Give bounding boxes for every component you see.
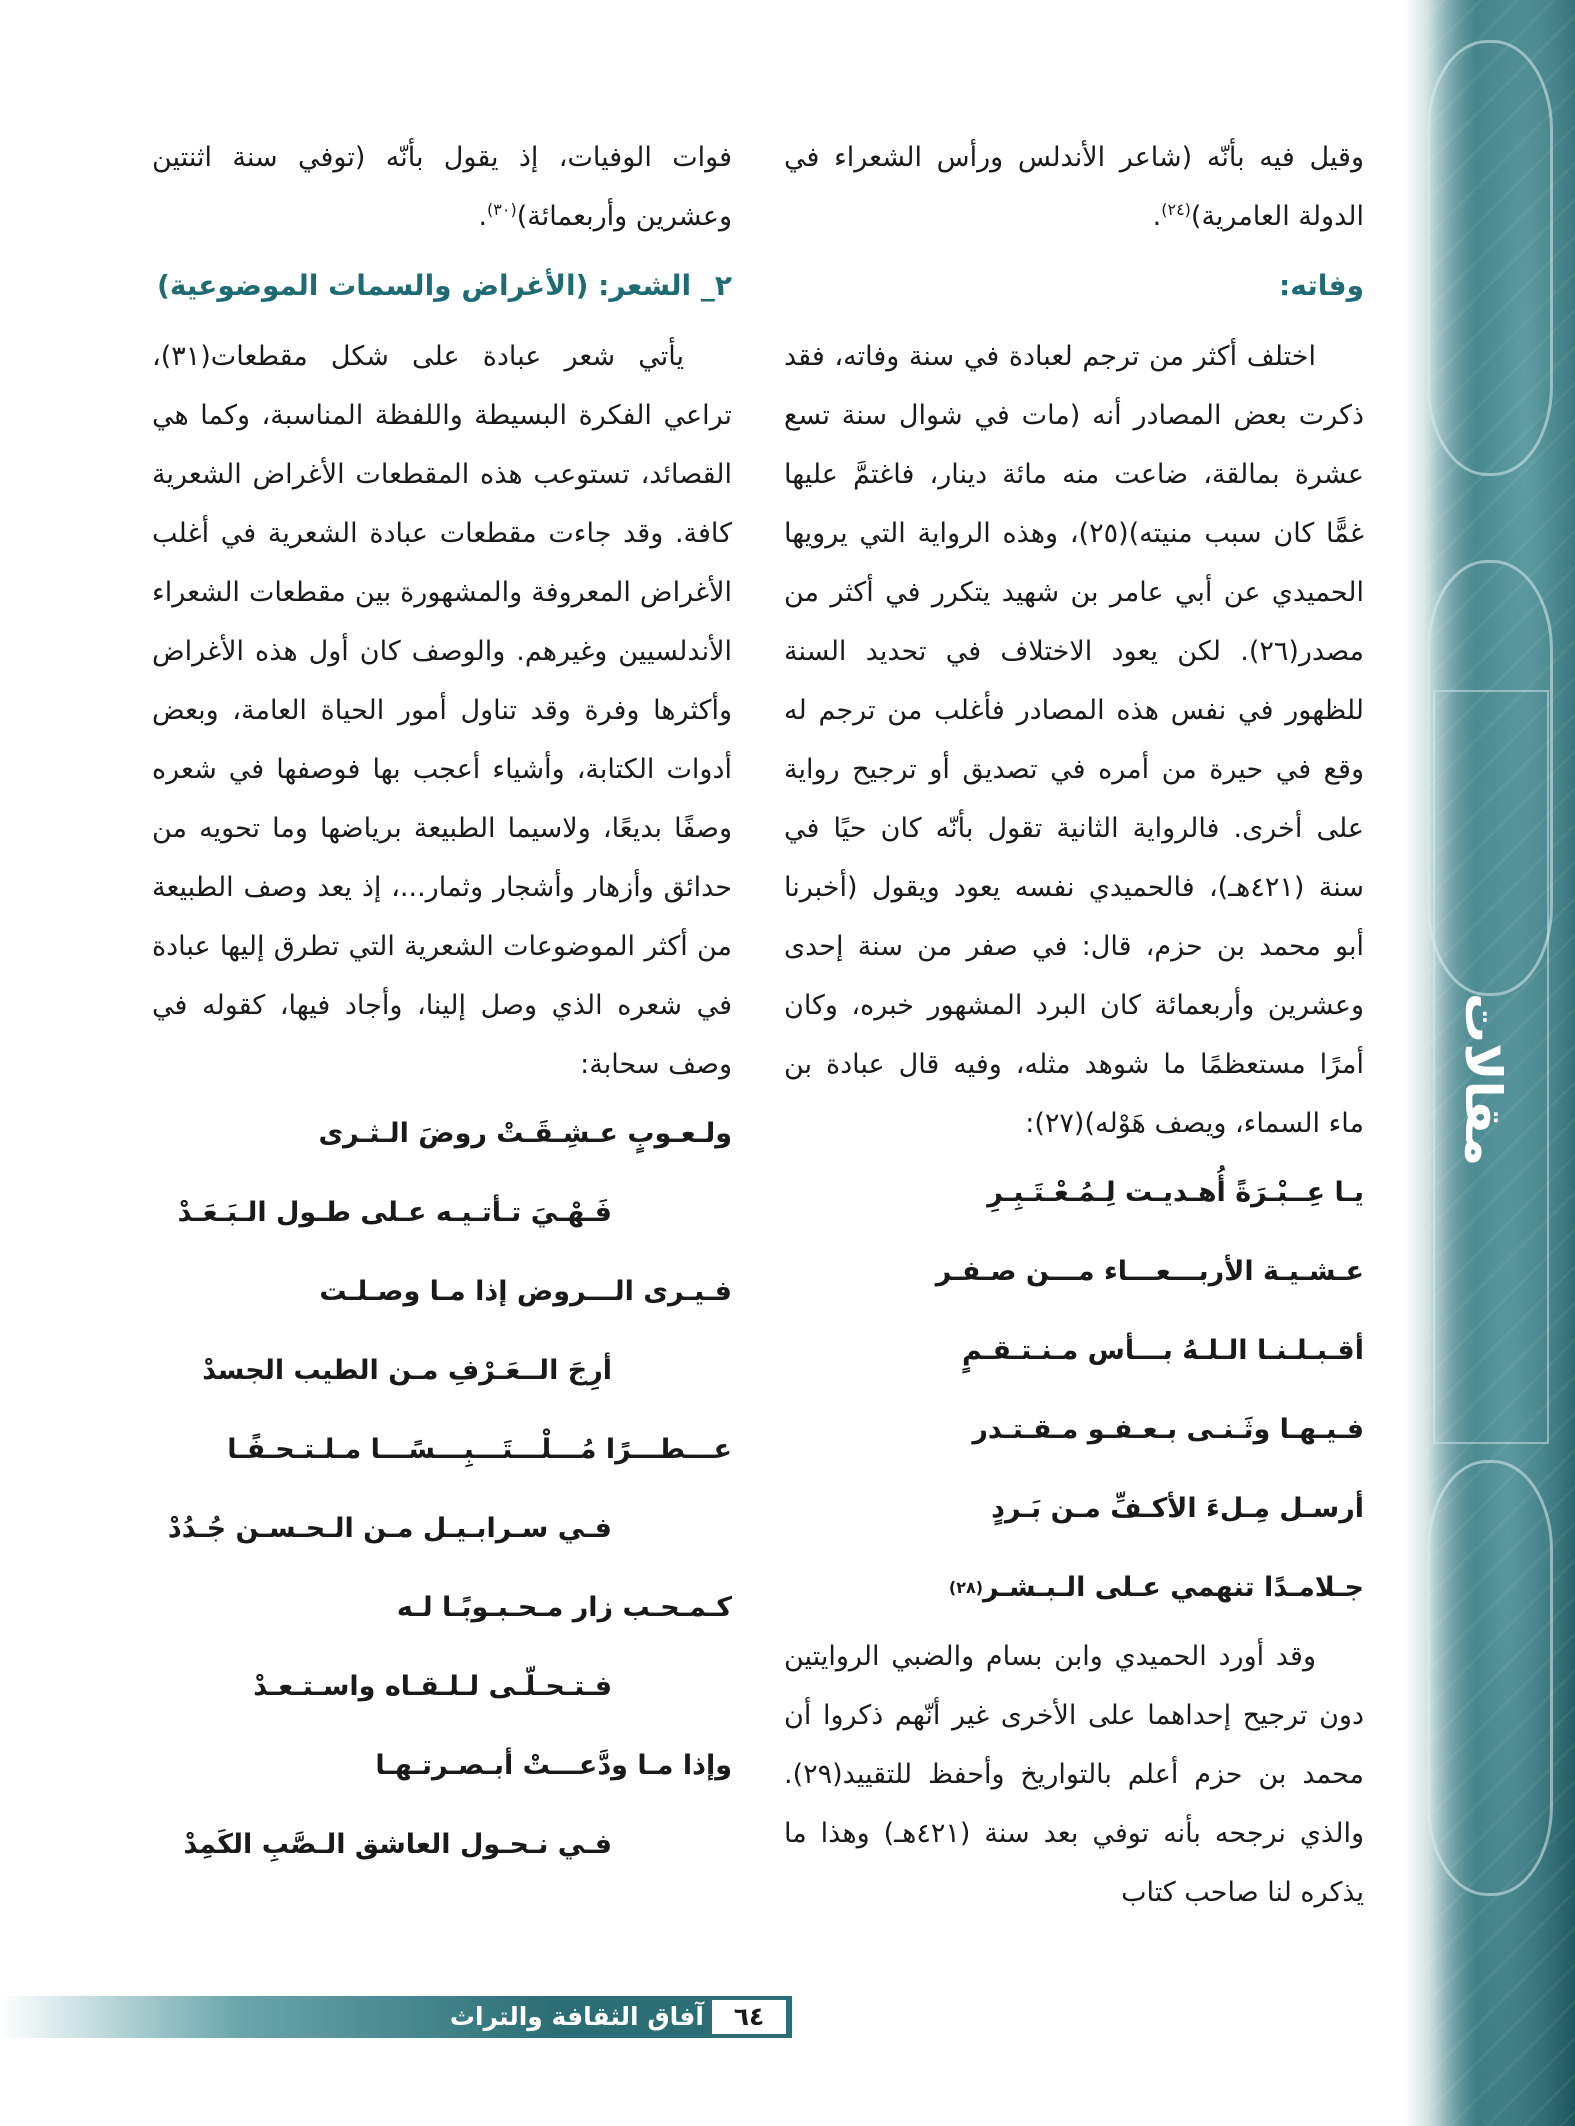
verse-line: فَـهْـيَ تـأتـيـه عـلى طـول الـبَـعَـدْ	[177, 1196, 612, 1228]
verse-line: عـــطـــرًا مُـــلْـــتَـــبِـــسًـــا مـلـتـحـفًـا	[227, 1433, 732, 1465]
footnote-ref-30: (٣٠)	[487, 200, 517, 219]
verse-line: فـي نـحـول العاشق الـصَّبِ الكَمِدْ	[183, 1828, 612, 1860]
right-paragraph-2: وقد أورد الحميدي وابن بسام والضبي الروايتين دون ترجيح إحداهما على الأخرى غير أنّهم ذكروا أن محمد بن حزم أعلم بالتواريخ وأحفظ للتقييد(٢٩). والذي نرجحه بأنه توفي بعد سنة (٤٢١هـ) وهذا ما يذكره لنا صاحب كتاب	[784, 1641, 1364, 1908]
verse-line: وإذا مـا ودَّعـــتْ أبـصـرتـهـا	[375, 1749, 732, 1781]
verse-line: أرِجَ الــعَـرْفِ مـن الطيب الجسدْ	[202, 1354, 612, 1386]
ornament-arch-top	[1427, 40, 1553, 476]
right-paragraph-1: اختلف أكثر من ترجم لعبادة في سنة وفاته، فقد ذكرت بعض المصادر أنه (مات في شوال سنة تسع عشرة بمالقة، ضاعت منه مائة دينار، فاغتمَّ عليها غمًّا كان سبب منيته)(٢٥)، وهذه الرواية التي يرويها الحميدي عن أبي عامر بن شهيد يتكرر في أكثر من مصدر(٢٦). لكن يعود الاختلاف في تحديد السنة للظهور في نفس هذه المصادر فأغلب من ترجم له وقع في حيرة من أمره في تصديق أو ترجيح رواية على أخرى. فالرواية الثانية تقول بأنّه كان حيًا في سنة (٤٢١هـ)، فالحميدي نفسه يعود ويقول (أخبرنا أبو محمد بن حزم، قال: في صفر من سنة إحدى وعشرين وأربعمائة كان البرد المشهور خبره، وكان أمرًا مستعظمًا ما شوهد مثله، وفيه قال عبادة بن ماء السماء، ويصف هَوْله)(٢٧):	[784, 341, 1365, 1139]
magazine-title: آفاق الثقافة والتراث	[449, 2002, 704, 2031]
left-paragraph-1: يأتي شعر عبادة على شكل مقطعات(٣١)، تراعي الفكرة البسيطة واللفظة المناسبة، وكما هي القصائد، تستوعب هذه المقطعات الأغراض الشعرية كافة. وقد جاءت مقطعات عبادة الشعرية في أغلب الأغراض المعروفة والمشهورة بين مقطعات الشعراء الأندلسيين وغيرهم. والوصف كان أول هذه الأغراض وأكثرها وفرة وقد تناول أمور الحياة العامة، وبعض أدوات الكتابة، وأشياء أعجب بها فوصفها في شعره وصفًا بديعًا، ولاسيما الطبيعة برياضها وما تحويه من حدائق وأزهار وأشجار وثمار...، إذ يعد وصف الطبيعة من أكثر الموضوعات الشعرية التي تطرق إليها عبادة في شعره الذي وصل إلينا، وأجاد فيها، كقوله في وصف سحابة:	[152, 341, 732, 1080]
left-intro: فوات الوفيات، إذ يقول بأنّه (توفي سنة اثنتين وعشرين وأربعمائة)$^{(٣٠)}$.	[152, 142, 732, 232]
page-number: ٦٤	[712, 2000, 786, 2034]
right-intro-text: وقيل فيه بأنّه (شاعر الأندلس ورأس الشعراء في الدولة العامرية)	[784, 142, 1364, 232]
verse-line: عـشـيـة الأربـــعـــاء مـــن صـفـر	[935, 1255, 1364, 1287]
decorative-side-band	[1405, 0, 1575, 2126]
left-intro-text: فوات الوفيات، إذ يقول بأنّه (توفي سنة اثنتين وعشرين وأربعمائة)	[152, 142, 732, 232]
verse-line: فـي سـرابـيـل مـن الـحـسـن جُـدُدْ	[167, 1512, 612, 1544]
section-label: مقالات	[1454, 993, 1512, 1167]
heading-poetry: ٢_ الشعر: (الأغراض والسمات الموضوعية)	[157, 269, 732, 302]
verse-line: كـمـحـب زار مـحـبـوبًـا لـه	[396, 1591, 732, 1623]
verse-line: يـا عِــبْـرَةً أُهـديـت لِـمُـعْـتَـبِـرِ	[987, 1176, 1364, 1208]
footnote-ref-24: (٢٤)	[1161, 200, 1191, 219]
verse-line: أرسـل مِـلءَ الأكـفِّ مـن بَـردٍ	[991, 1492, 1364, 1524]
heading-death: وفاته:	[1279, 269, 1364, 302]
verse-line: فـيـهـا وثَـنـى بـعـفـو مـقـتـدر	[972, 1413, 1364, 1445]
right-column	[784, 128, 1364, 1922]
right-intro: وقيل فيه بأنّه (شاعر الأندلس ورأس الشعراء في الدولة العامرية)$^{(٢٤)}$.	[784, 142, 1364, 232]
verse-line-last-text: جـلامـدًا تنهمي عـلى الـبـشـر	[983, 1571, 1364, 1603]
verse-line: فـيـرى الـــروض إذا مـا وصـلـت	[319, 1275, 732, 1307]
ornament-arch-bottom	[1427, 1460, 1553, 1896]
verse-line: فـتـحـلّـى لـلـقـاه واسـتـعـدْ	[253, 1670, 612, 1702]
left-column	[152, 128, 732, 1884]
verse-line: ولـعـوبٍ عـشِـقَـتْ روضَ الـثـرى	[318, 1117, 732, 1149]
footer-bar	[0, 1996, 792, 2038]
verse-line-last: جـلامـدًا تنهمي عـلى الـبـشـر (٢٨)	[784, 1548, 1364, 1627]
verse-line: أقـبـلـنـا الـلـهُ بـــأس مـنـتـقـمٍ	[962, 1334, 1364, 1366]
